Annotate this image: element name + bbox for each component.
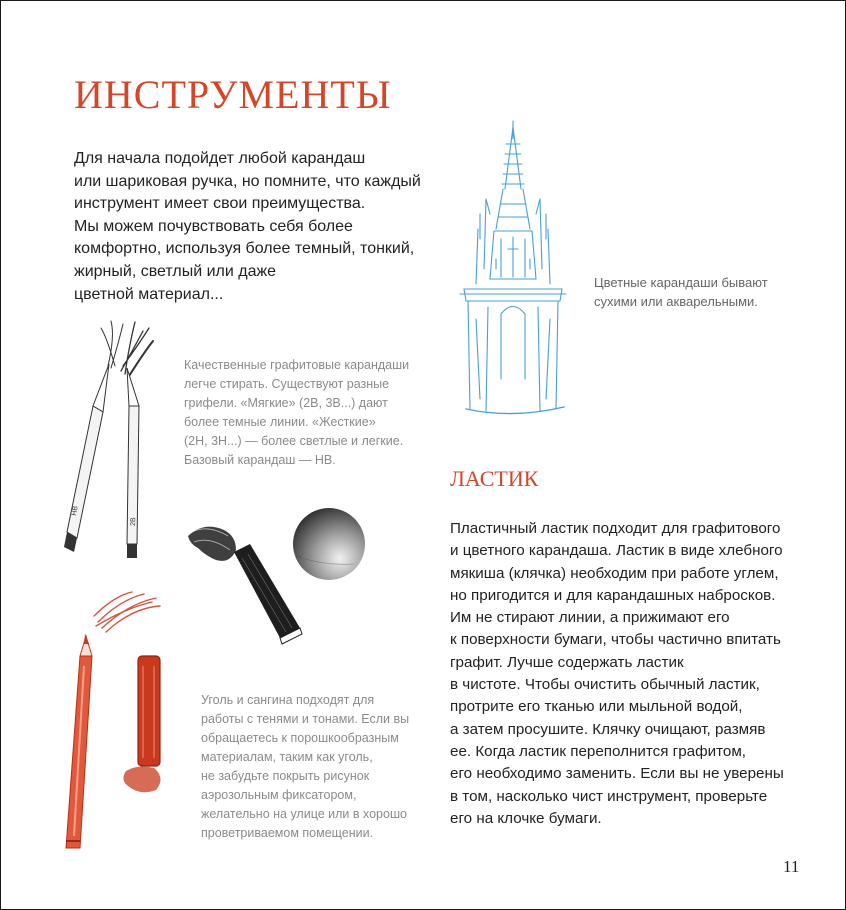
sanguine-stick [123, 656, 160, 792]
charcoal-stroke [188, 527, 236, 561]
eraser-line: и цветного карандаша. Ластик в виде хлебного [450, 542, 783, 560]
intro-paragraph [74, 148, 434, 306]
eraser-line: его необходимо заменить. Если вы не уверены [450, 765, 784, 783]
eraser-line: мякиша (клячка) необходим при работе углем, [450, 564, 779, 582]
charcoal-caption: Уголь и сангина подходят для работы с тенями и тонами. Если вы обращаетесь к порошкообразным материалам, таким как уголь, не забудьте покрыть рисунок аэрозольным фиксатором, желательно на улице или в хорошо проветриваемом помещении. [201, 693, 410, 840]
eraser-line: в том, насколько чист инструмент, проверьте [450, 787, 768, 805]
eraser-line: его на клочке бумаги. [450, 809, 602, 827]
intro-line: Для начала подойдет любой карандаш [74, 150, 366, 167]
intro-line: комфортно, используя более темный, тонкий, [74, 240, 415, 258]
intro-line: Мы можем почувствовать себя более [74, 217, 353, 235]
pencil-label-2b: 2B [130, 517, 138, 527]
intro-line: или шариковая ручка, но помните, что каждый [74, 172, 421, 190]
sanguine-illustration [56, 586, 181, 856]
graphite-pencils-illustration [63, 316, 173, 561]
eraser-line: Им не стирают линии, а прижимают его [450, 609, 730, 627]
eraser-line: в чистоте. Чтобы очистить обычный ластик, [450, 676, 760, 694]
sanguine-pencil [66, 634, 92, 848]
shaded-sphere [293, 508, 365, 580]
charcoal-illustration [184, 506, 374, 656]
intro-line: жирный, светлый или даже [74, 262, 277, 280]
eraser-line: но пригодится и для карандашных набросков. [450, 586, 776, 604]
eraser-line: графит. Лучше содержать ластик [450, 653, 684, 671]
pencil-label-hb: HB [71, 505, 80, 517]
eraser-line: ее. Когда ластик переполнится графитом, [450, 742, 746, 760]
page-title: ИНСТРУМЕНТЫ [74, 72, 392, 117]
eraser-line: а затем просушите. Клячку очищают, размяв [450, 720, 766, 738]
pencil-2b [127, 368, 139, 558]
eraser-line: протрите его тканью или мыльной водой, [450, 698, 743, 716]
eraser-heading: ЛАСТИК [450, 466, 539, 491]
eraser-line: к поверхности бумаги, чтобы частично впитать [450, 631, 781, 649]
eraser-line: Пластичный ластик подходит для графитового [450, 520, 781, 537]
intro-line: цветной материал... [74, 285, 224, 303]
graphite-caption: Качественные графитовые карандаши легче стирать. Существуют разные грифели. «Мягкие» (2B, 3B...) дают более темные линии. «Жесткие» (2H, 3H...) — более светлые и легкие. Базовый карандаш — HB. [184, 358, 410, 467]
intro-line: инструмент имеет свои преимущества. [74, 195, 366, 213]
colored-pencils-caption: Цветные карандаши бывают сухими или акварельными. [594, 275, 768, 309]
spire-sketch-illustration [456, 119, 571, 429]
page-number: 11 [783, 857, 800, 876]
eraser-paragraph [450, 518, 784, 830]
charcoal-stick [234, 544, 302, 644]
pencil-hb [64, 364, 109, 552]
